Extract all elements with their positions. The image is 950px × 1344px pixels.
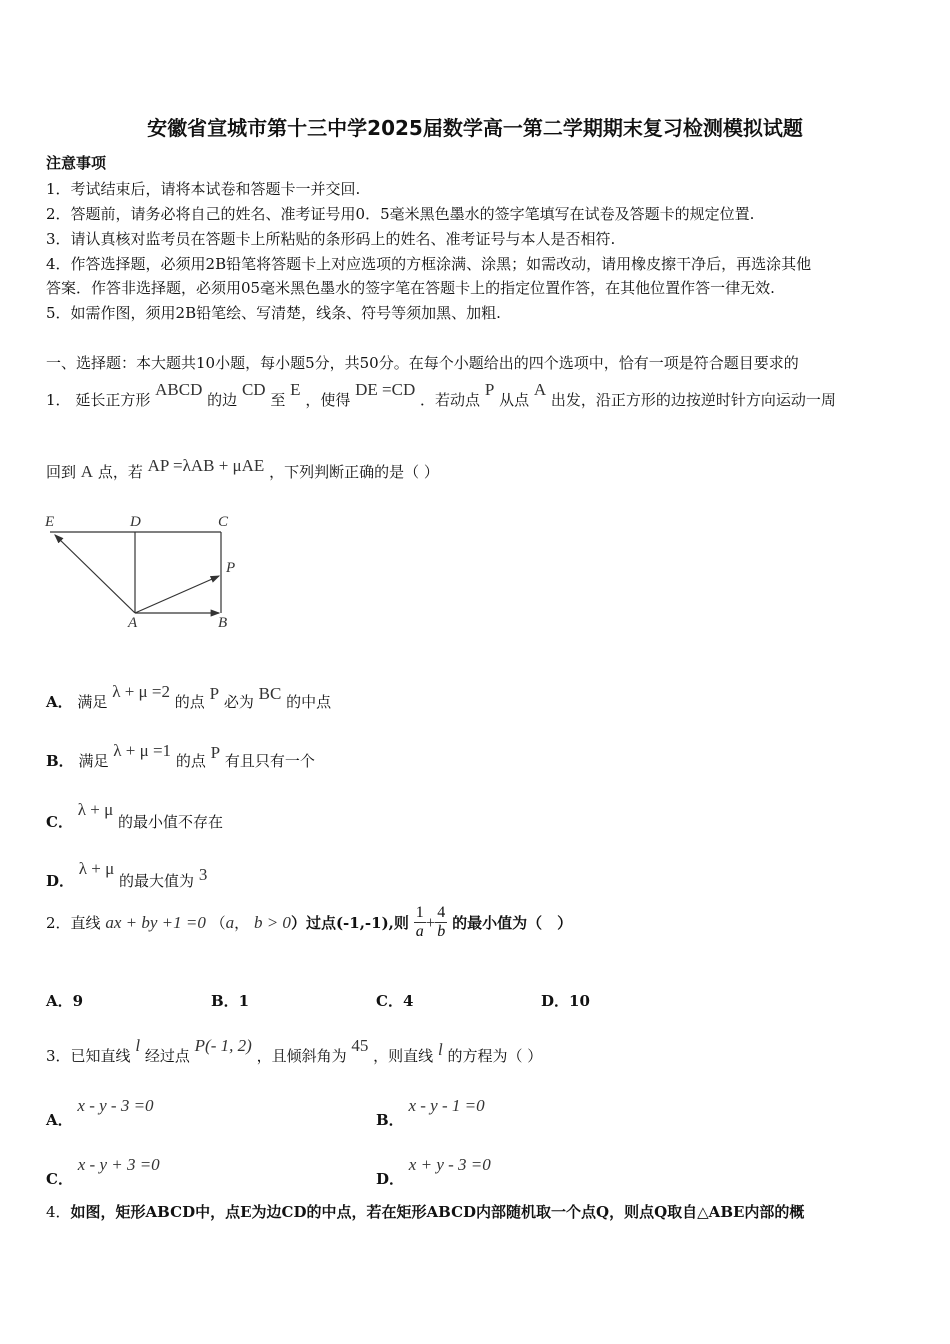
q1-option-d (46, 859, 207, 891)
option-math: x - y - 1 =0 (408, 1096, 485, 1115)
option-math: x - y - 3 =0 (77, 1096, 154, 1115)
question-4 (46, 1201, 804, 1222)
fraction-4-over-b (435, 904, 447, 941)
note-item: 2．答题前，请务必将自己的姓名、准考证号用0．5毫米黑色墨水的签字笔填写在试卷及答题卡的规定位置. (46, 205, 755, 223)
option-text: 的最大值为 (119, 872, 195, 890)
q2-math: ax + by +1 =0 (105, 912, 206, 932)
q1-text: 回到 (46, 463, 77, 481)
label-a: A (128, 615, 138, 631)
denominator: b (437, 923, 446, 940)
q1-text: 出发，沿正方形的边按逆时针方向运动一周 (550, 391, 836, 409)
q1-math: ABCD (155, 380, 203, 399)
q3-text: ，则直线 (373, 1047, 434, 1065)
option-label: C． (46, 1170, 73, 1188)
q3-text: ，且倾斜角为 (256, 1047, 347, 1065)
vector-ap (135, 576, 219, 613)
q1-math: A (80, 462, 94, 481)
q1-math: P (484, 380, 495, 399)
label-d: D (130, 514, 141, 530)
option-text: 的最小值不存在 (117, 813, 223, 831)
q3-math: l (437, 1040, 443, 1059)
denominator: a (415, 923, 424, 940)
note-item: 1．考试结束后，请将本试卷和答题卡一并交回. (46, 180, 361, 198)
note-item: 4．作答选择题，必须用2B铅笔将答题卡上对应选项的方框涂满、涂黑；如需改动，请用橡皮擦干净后，再选涂其他 (46, 255, 812, 273)
plus-sign: + (425, 912, 436, 932)
q4-text: 如图，矩形ABCD中，点E为边CD的中点，若在矩形ABCD内部随机取一个点Q，则点Q取自△ABE内部的概 (70, 1203, 805, 1221)
question-number: 2． (46, 914, 71, 932)
q1-option-b (46, 741, 315, 771)
q3-text: 的方程为（ ） (447, 1047, 543, 1065)
option-label: B． (376, 1111, 404, 1129)
q3-option-b (376, 1096, 485, 1130)
option-math: P (210, 743, 221, 762)
q1-text: 的边 (207, 391, 238, 409)
label-p: P (226, 560, 236, 576)
q1-math: CD (241, 380, 266, 399)
q2-text: ）过点(-1,-1),则 (290, 914, 409, 932)
q2-text: 直线 (70, 914, 101, 932)
q3-math: l (135, 1036, 141, 1055)
option-math: 3 (198, 865, 208, 884)
note-item: 5．如需作图，须用2B铅笔绘、写清楚，线条、符号等须加黑、加粗. (46, 304, 501, 322)
option-text: 满足 (78, 752, 109, 770)
option-math: λ + μ (78, 859, 115, 878)
option-text: 必为 (223, 693, 254, 711)
option-label: A． (46, 1111, 73, 1129)
section-heading: 一、选择题：本大题共10小题，每小题5分，共50分。在每个小题给出的四个选项中，恰有一项是符合题目要求的 (46, 354, 799, 372)
q2-text: （ (210, 914, 226, 932)
q1-math: A (533, 380, 547, 399)
q1-text: ．若动点 (420, 391, 481, 409)
q3-text: 已知直线 (70, 1047, 131, 1065)
q3-option-c (46, 1155, 160, 1189)
note-item: 答案．作答非选择题，必须用05毫米黑色墨水的签字笔在答题卡上的指定位置作答，在其他位置作答一律无效. (46, 279, 775, 297)
q2-text: 的最小值为（ ） (452, 914, 573, 932)
option-math: λ + μ =2 (112, 682, 171, 701)
q2-option-b: B．1 (211, 992, 250, 1010)
option-text: 满足 (77, 693, 108, 711)
q1-math: AP =λAB + μAE (147, 456, 265, 475)
page-title: 安徽省宣城市第十三中学2025届数学高一第二学期期末复习检测模拟试题 (147, 116, 803, 140)
numerator: 4 (437, 904, 446, 921)
option-math: λ + μ (77, 800, 114, 819)
q2-option-c: C．4 (376, 992, 414, 1010)
numerator: 1 (415, 904, 424, 921)
question-1-line-1 (46, 380, 836, 410)
q1-text: ，使得 (305, 391, 351, 409)
option-text: 的点 (175, 752, 206, 770)
label-b: B (218, 615, 228, 631)
q2-text: ， (234, 914, 250, 932)
option-math: P (209, 684, 220, 703)
option-math: BC (258, 684, 282, 703)
question-3 (46, 1036, 542, 1066)
q3-text: 经过点 (144, 1047, 190, 1065)
option-math: x - y + 3 =0 (77, 1155, 160, 1174)
label-c: C (218, 514, 229, 530)
q3-math: 45 (351, 1036, 369, 1055)
square-figure (40, 510, 250, 635)
question-number: 1． (46, 391, 71, 409)
q3-option-a (46, 1096, 154, 1130)
q2-math: b > 0 (253, 912, 291, 932)
notes-heading: 注意事项 (46, 154, 107, 172)
q1-text: 至 (270, 391, 286, 409)
option-math: λ + μ =1 (113, 741, 172, 760)
q2-option-d: D．10 (541, 992, 590, 1010)
q3-math: P(- 1, 2) (194, 1036, 252, 1055)
q1-text: 延长正方形 (75, 391, 151, 409)
q2-option-a: A．9 (46, 992, 84, 1010)
q3-option-d (376, 1155, 491, 1189)
option-label: B． (46, 752, 74, 770)
option-label: C． (46, 813, 73, 831)
option-text: 有且只有一个 (224, 752, 315, 770)
q1-text: ，下列判断正确的是（ ） (269, 463, 439, 481)
option-math: x + y - 3 =0 (408, 1155, 491, 1174)
q1-text: 点，若 (97, 463, 143, 481)
option-text: 的中点 (286, 693, 332, 711)
question-number: 3． (46, 1047, 71, 1065)
label-e: E (45, 514, 55, 530)
question-2 (46, 904, 572, 941)
option-label: A． (46, 693, 73, 711)
vector-ae (55, 535, 135, 613)
question-1-line-2 (46, 456, 439, 482)
fraction-1-over-a (414, 904, 426, 941)
note-item: 3．请认真核对监考员在答题卡上所粘贴的条形码上的姓名、准考证号与本人是否相符. (46, 230, 616, 248)
q1-math: E (290, 380, 301, 399)
question-number: 4． (46, 1203, 71, 1221)
option-text: 的点 (174, 693, 205, 711)
q1-option-a (46, 682, 331, 712)
option-label: D． (376, 1170, 405, 1188)
q1-text: 从点 (499, 391, 530, 409)
q2-math: a (225, 912, 235, 932)
option-label: D． (46, 872, 75, 890)
q1-option-c (46, 800, 223, 832)
q1-math: DE =CD (355, 380, 416, 399)
